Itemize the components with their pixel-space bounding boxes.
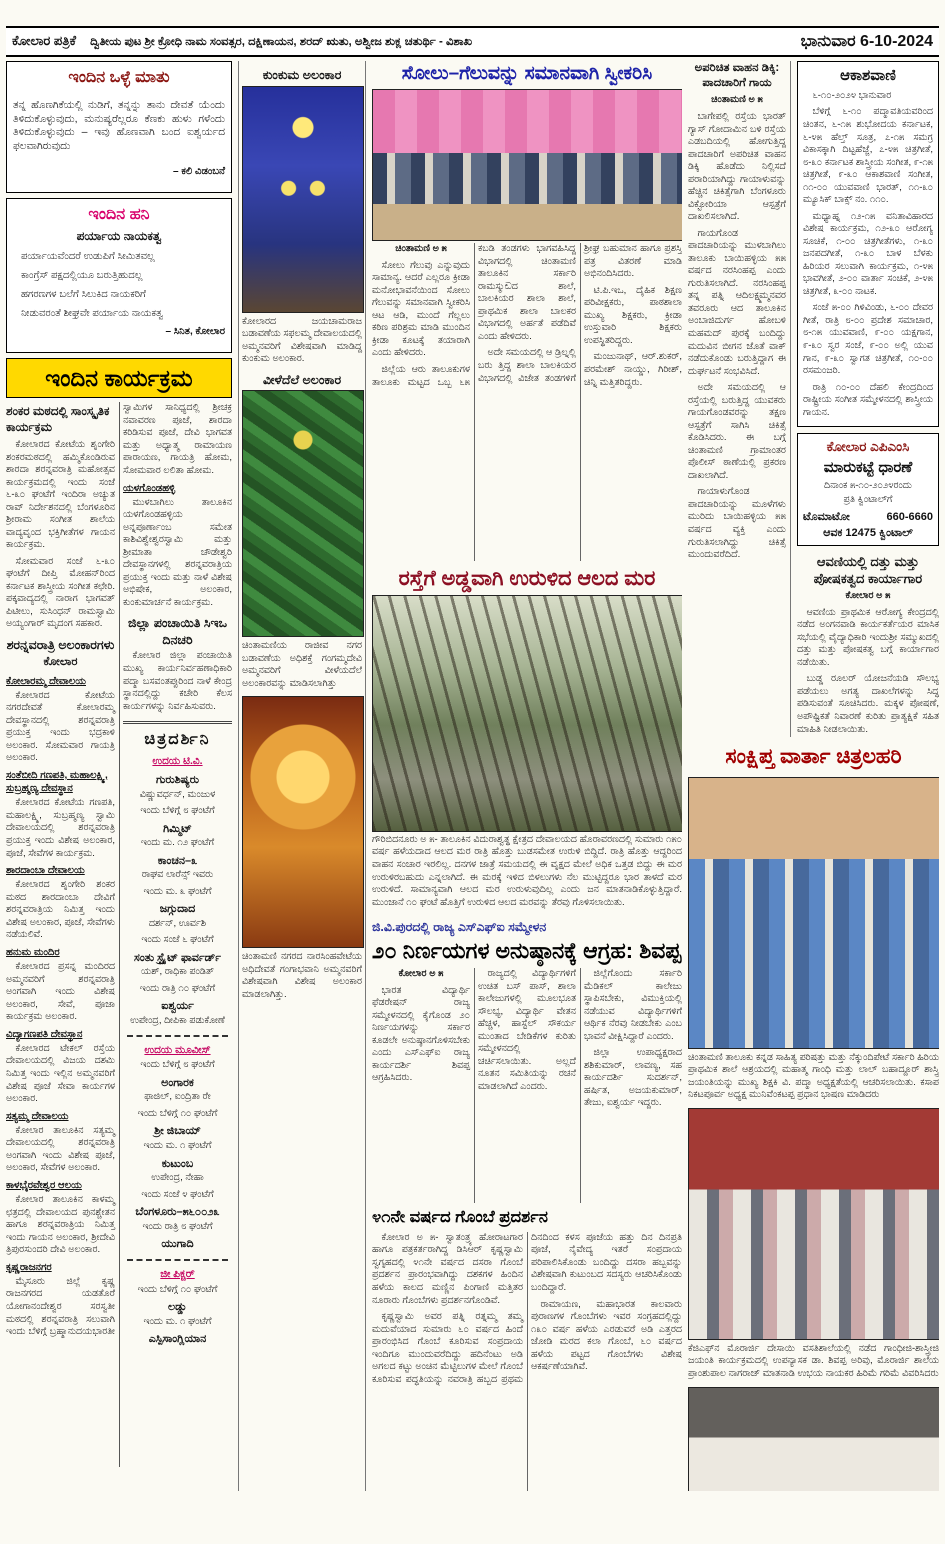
- apmc-arrival: ಆವಕ 12475 ಕ್ವಿಂಟಾಲ್: [823, 527, 913, 540]
- deity-photo-column: [238, 61, 366, 1491]
- today-honey-box: [6, 198, 232, 353]
- sfi-story-text: [372, 968, 682, 1203]
- honey-line: ನೀಡುವರಂತೆ ಶೀಘ್ರವೇ ಪರ್ಯಾಯ ನಾಯಕತ್ವ: [21, 307, 164, 319]
- program-segment: ಚಿತ್ರದರ್ಶಿನಿ: [123, 721, 232, 750]
- apmc-title: ಕೋಲಾರ ಎಪಿಎಂಸಿ: [826, 439, 910, 455]
- paper-name: ಕೋಲಾರ ಪತ್ರಿಕೆ: [12, 33, 77, 49]
- right-column: [688, 61, 939, 1491]
- program-segment: ಇಂದು ಸಂಜೆ ೪ ಘಂಟೆಗೆ: [141, 1188, 214, 1200]
- program-segment: ಹನುಮ ಮಂದಿರ: [6, 946, 60, 958]
- good-word-title: ಇಂದಿನ ಒಳ್ಳೆ ಮಾತು: [68, 69, 170, 87]
- photo-deity-golden: [242, 696, 364, 948]
- briefs-title: ಸಂಕ್ಷಿಪ್ತ ವಾರ್ತಾ ಚಿತ್ರಲಹರಿ: [725, 745, 902, 769]
- program-segment: ಇಂದು ಮ. ೧ ಘಂಟೆಗೆ: [143, 1315, 212, 1327]
- radio-paragraph: ರಾತ್ರಿ ೧೦-೦೦ ದೆಹಲಿ ಕೇಂದ್ರದಿಂದ ರಾಷ್ಟ್ರೀಯ ಸಂಗೀತ ಸಮ್ಮೇಳನದಲ್ಲಿ ಶಾಸ್ತ್ರೀಯ ಗಾಯನ.: [802, 381, 933, 418]
- vahana-paragraph: ಗಾಯಾಳುಗೊಂಡ ಪಾದಚಾರಿಯನ್ನು ಮೂಳೆಗಳು ಮುರಿದು ಬಾಯಿಹಳ್ಳಿಯ ೫೫ ವರ್ಷದ ವ್ಯಕ್ತಿ ಎಂದು ಗುರುತಿಸಲಾಗಿದ್ದು ಚಿಕಿತ್ಸೆ ಮುಂದುವರೆದಿದೆ.: [688, 486, 786, 561]
- program-segment: ಐಶ್ವರ್ಯ: [161, 1000, 194, 1013]
- program-segment: ಕೃಷ್ಣರಾಜನಗರ: [6, 1261, 52, 1273]
- event-paragraph: ಸೋಲು ಗೆಲುವು ಎನ್ನುವುದು ಸಾಮಾನ್ಯ. ಆದರೆ ಎಲ್ಲರೂ ಕ್ರೀಡಾ ಮನೋಭಾವನೆಯಿಂದ ಸೋಲು ಗೆಲುವನ್ನು ಸಮಾನವಾಗಿ ಸ್ವೀಕರಿಸಿ ಆಟ ಆಡಿ, ಮುಂದೆ ಗೆಲ್ಲಲು ಕಠಿಣ ಪರಿಶ್ರಮ ಮಾಡಿ ಮುಂದಿನ ಕ್ರೀಡಾ ಕೂಟಕ್ಕೆ ತಯಾರಾಗಿ ಎಂದು ಹೇಳಿದರು.: [372, 259, 470, 359]
- date-line: ಭಾನುವಾರ 6-10-2024: [800, 33, 933, 50]
- program-segment: ಗಿಮ್ಮಿಟ್: [163, 822, 192, 835]
- program-segment: ಇಂದು ಬೆಳಿಗ್ಗೆ ೧೦ ಘಂಟೆಗೆ: [137, 1283, 218, 1295]
- program-segment: ವಿಷ್ಣುವರ್ಧನ್, ಮಂಜುಳ: [139, 788, 216, 800]
- program-segment: ಕೋಲಾರದ ಕೋಟೆಯ ಶೃಂಗೇರಿ ಶಂಕರಮಠದಲ್ಲಿ ಹಮ್ಮಿಕೊಂಡಿರುವ ಶಾರದಾ ಶರನ್ನವರಾತ್ರಿ ಮಹೋತ್ಸವ ಕಾರ್ಯಕ್ರಮದಲ್ಲಿ ಇಂದು ಸಂಜೆ ೬-೩೦ ಘಂಟೆಗೆ ಇಂದಿರಾ ಅಚ್ಯುತ ರಾವ್ ನಿರ್ದೇಶನದಲ್ಲಿ ಬೆಂಗಳೂರಿನ ಶ್ರೀರಾಮ ಸಂಗೀತ ಶಾಲೆಯ ವಾದ್ಯವೃಂದ ಭಕ್ತಿಗೀತೆಗಳ ಗಾಯನ ಕಾರ್ಯಕ್ರಮ.: [6, 438, 115, 551]
- doll-story-text: [372, 1232, 682, 1491]
- program-segment: [127, 1259, 228, 1261]
- honey-line: ಪರ್ಯಾಯವೆಂದರೆ ಉಡುಪಿಗೆ ಸೀಮಿತವಲ್ಲ: [21, 250, 155, 262]
- masthead-left: [12, 32, 472, 50]
- photo-shastri-event: [688, 1108, 939, 1340]
- program-segment: ಇಂದು ಸಂಜೆ ೬ ಘಂಟೆಗೆ: [141, 934, 214, 946]
- photo-kabaddi-event: [372, 89, 682, 241]
- event-paragraph: ಅದೇ ಸಮಯದಲ್ಲಿ ಆ ಡ್ರಿಲ್ನಲ್ಲಿ ಬರು ತ್ತಿದ್ದ ಶಾಲಾ ಬಾಲಕಿಯರ ವಿಭಾಗದಲ್ಲಿ ವಿಜೇತ ತಂಡಗಳಿಗೆ ಶ್ರೀಘ್ರ ಬಹುಮಾನ ಹಾಗೂ ಪ್ರಶಸ್ತಿ ಪತ್ರ ವಿತರಣೆ ಮಾಡಿ ಅಭಿನಂದಿಸಿದರು.: [478, 243, 682, 384]
- sfi-paragraph: ಜಿಲ್ಲಾ ಉಪಾಧ್ಯಕ್ಷರಾದ ಶಶಿಕುಮಾರ್, ಲಾವಣ್ಯ, ಸಹ ಕಾರ್ಯದರ್ಶಿ ಸುದರ್ಶನ್, ಹರ್ಷಿತ, ಅಜಯಕುಮಾರ್, ತೇಜು, ಐಶ್ವರ್ಯ ಇದ್ದರು.: [584, 1047, 682, 1109]
- radio-paragraph: ೬-೧೦-೨೦೨೪ ಭಾನುವಾರ: [812, 89, 892, 101]
- program-segment: ಕೋಲಾರದ ಪ್ರಸನ್ನ ಮಂದಿರದ ಅಮ್ಮನವರಿಗೆ ಶರನ್ನವರಾತ್ರಿ ಅಂಗವಾಗಿ ಇಂದು ವಿಶೇಷ ಅಲಂಕಾರ, ಸೇವೆ, ಪೂಜಾ ಕಾರ್ಯಕ್ರಮ ಅಲಂಕಾರ.: [6, 961, 115, 1023]
- vahana-paragraph: ಗಾಯಗೊಂಡ ಪಾದಚಾರಿಯನ್ನು ಮುಳಬಾಗಿಲು ತಾಲೂಕು ಬಾಯಿಹಳ್ಳಿಯ ೫೫ ವರ್ಷದ ನರಸಿಂಹಪ್ಪ ಎಂದು ಗುರುತಿಸಲಾಗಿದೆ. ನರಸಿಂಹಪ್ಪ ತನ್ನ ಪತ್ನಿ ಆದಿಲಕ್ಷ್ಮಮ್ಮನವರ ತವರೂರು ಆದ ತಾಲೂಕಿನ ಅಂಬಾಜಿದುರ್ಗ ಹೋಬಳಿ ಮಹಮದ್ ಪುರಕ್ಕೆ ಬಂದಿದ್ದು ಮದುವಿನ ಬೀಗನ ಜೊತೆ ವಾಕ್ ನಡೆದುಕೊಂಡು ಬರುತ್ತಿದ್ದಾಗ ಈ ದುರ್ಘಟನೆ ಸಂಭವಿಸಿದೆ.: [688, 227, 786, 377]
- photo-music-stage: [688, 1387, 939, 1492]
- program-segment: ಉದಯ ಮೂವೀಸ್: [144, 1043, 211, 1056]
- program-segment: ಜಿಲ್ಲಾ ಪಂಚಾಯಿತಿ ಸಿಇಒ ದಿನಚರಿ: [127, 616, 228, 647]
- brief-item: ಚಿಂತಾಮಣಿ ತಾಲೂಕು ಕನ್ನಡ ಸಾಹಿತ್ಯ ಪರಿಷತ್ತು ಮತ್ತು ನೆಕ್ಕುಂದಿಪೇಟೆ ಸರ್ಕಾರಿ ಹಿರಿಯ ಪ್ರಾಥಮಿಕ ಶಾಲೆ ಆಶ್ರಯದಲ್ಲಿ ಮಹಾತ್ಮ ಗಾಂಧಿ ಮತ್ತು ಲಾಲ್ ಬಹಾದ್ದೂರ್ ಶಾಸ್ತ್ರಿ ಜಯಂತಿಯನ್ನು ಮುಖ್ಯ ಶಿಕ್ಷಕಿ ವಿ. ಪದ್ಮಾ ಅಧ್ಯಕ್ಷತೆಯಲ್ಲಿ ಆಚರಿಸಲಾಯಿತು. ಕಸಾಪ ನಿಕಟಪೂರ್ವ ಅಧ್ಯಕ್ಷ ಮುನಿವೆಂಕಟಪ್ಪ ಪ್ರಧಾನ ಭಾಷಣ ಮಾಡಿದರು: [688, 1051, 939, 1101]
- vahana-headline: ಅಪರಿಚಿತ ವಾಹನ ಡಿಕ್ಕಿ: ಪಾದಚಾರಿಗೆ ಗಾಯ: [694, 62, 780, 90]
- program-segment: ಸಂತೆಬೀದಿ ಗಣಪತಿ, ಮಹಾಲಕ್ಷ್ಮಿ, ಸುಬ್ರಹ್ಮಣ್ಯ ದೇವಸ್ಥಾನ: [6, 770, 108, 795]
- good-word-box: [6, 61, 232, 193]
- program-segment: ಕೋಲಾರ ತಾಲೂಕಿನ ಸತ್ಯಮ್ಮ ದೇವಾಲಯದಲ್ಲಿ ಶರನ್ನವರಾತ್ರಿ ಅಂಗವಾಗಿ ಇಂದು ವಿಶೇಷ ಪೂಜೆ, ಅಲಂಕಾರ, ಸೇವೆಗಳ ಅಲಂಕಾರ.: [6, 1124, 115, 1174]
- vahana-story-text: [688, 94, 786, 561]
- program-segment: ಇಂದು ಮ. ೩ ಘಂಟೆಗೆ: [143, 885, 212, 897]
- radio-schedule-text: [803, 90, 933, 419]
- newspaper-page: [4, 26, 941, 1532]
- program-segment: ಕಾಳಭೈರವೇಶ್ವರ ಆಲಯ: [6, 1179, 82, 1191]
- workshop-paragraph: ಬುಡ್ಡ ರೂಲರ್ ಯೋಜನೆಯಡಿ ಸೌಲಭ್ಯ ಪಡೆಯಲು ಅಗತ್ಯ ದಾಖಲೆಗಳನ್ನು ಸಿದ್ಧ ಪಡಿಸುವಂತೆ ಸೂಚಿಸಿದರು. ಮಕ್ಕಳ ಪೋಷಣೆ, ಅಪೌಷ್ಟಿಕತೆ ನಿವಾರಣೆ ಕುರಿತು ಪ್ರಾತ್ಯಕ್ಷಿಕೆ ಸಹಿತ ಮಾಹಿತಿ ನೀಡಲಾಯಿತು.: [796, 673, 939, 735]
- good-word-body: ತನ್ನ ಹೊಣಗಿಕೆಯಲ್ಲಿ ನುಡಿಗೆ, ತನ್ನನ್ನು ತಾನು ದೇವತೆ ಯೆಂದು ತಿಳಿದುಕೊಳ್ಳುವುದು, ಮನುಷ್ಯರೆಲ್ಲರೂ ಕೆಣಕು ಹುಳು ಗಳೆಂದು ತಿಳಿದುಕೊಳ್ಳುವುದು – ಇವು ಹೊಣವಾಗಿ ಬಂದ ಐಶ್ವರ್ಯದ ಫಲವಾಗಿರುವುದು: [13, 98, 225, 153]
- program-segment: ಮೈಸೂರು ಜಿಲ್ಲೆ ಕೃಷ್ಣ ರಾಜನಗರದ ಯಡತೊರೆ ಯೋಗಾನಂದೇಶ್ವರ ಸರಸ್ವತೀ ಮಠದಲ್ಲಿ ಶರನ್ನವರಾತ್ರಿ ಸಲುವಾಗಿ ಇಂದು ಬೆಳಿಗ್ಗೆ ಬ್ರಹ್ಮಾನುದಯಭಾರತೀ ಸ್ವಾಮಿಗಳ ಸಾನಿಧ್ಯದಲ್ಲಿ ಶ್ರೀಚಕ್ರ ನವಾವರಣ ಪೂಜೆ, ಶಾರದಾ ಕರಿಡಿಸುವ ಪೂಜೆ, ದೇವಿ ಭಾಗವತ ಮತ್ತು ಅಧ್ಯಾತ್ಮ ರಾಮಾಯಣ ಪಾರಾಯಣ, ಗಾಯತ್ರಿ ಹೋಮ, ಸೋಮವಾರ ಲಲಿತಾ ಹೋಮ.: [6, 402, 232, 1338]
- event-paragraph: ಟಿ.ಪಿ.ಇಒ, ದೈಹಿಕ ಶಿಕ್ಷಣ ಪರಿವೀಕ್ಷಕರು, ಪಾಠಶಾಲಾ ಮುಖ್ಯ ಶಿಕ್ಷಕರು, ಕ್ರೀಡಾ ಉಸ್ತುವಾರಿ ಶಿಕ್ಷಕರು ಉಪಸ್ಥಿತರಿದ್ದರು.: [584, 284, 682, 346]
- program-segment: ಗುರುಶಿಷ್ಯರು: [155, 774, 200, 787]
- photo-column-segment: ವೀಳೆದೆಲೆ ಅಲಂಕಾರ: [262, 372, 342, 387]
- vahana-paragraph: ಬಾಗೇಪಲ್ಲಿ ರಸ್ತೆಯ ಭಾರತ್ ಗ್ಯಾಸ್ ಗೋದಾಮಿನ ಬಳಿ ರಸ್ತೆಯ ಎಡಬದಿಯಲ್ಲಿ ಹೋಗುತ್ತಿದ್ದ ಪಾದಚಾರಿಗೆ ಅಪರಿಚಿತ ವಾಹನ ಡಿಕ್ಕಿ ಹೊಡೆದು ನಿಲ್ಲಿಸದೆ ಪರಾರಿಯಾಗಿದ್ದು ಗಾಯಾಳುವನ್ನು ಹೆಚ್ಚಿನ ಚಿಕಿತ್ಸೆಗಾಗಿ ಬೆಂಗಳೂರು ವಿಕ್ಟೋರಿಯಾ ಆಸ್ಪತ್ರೆಗೆ ದಾಖಲಿಸಲಾಗಿದೆ.: [688, 110, 786, 223]
- program-segment: ದರ್ಶನ್, ಊರ್ವಶಿ: [148, 917, 207, 929]
- program-segment: ಎಸ್ಪಿಸಾಂಗ್ಲಿಯಾನ: [148, 1333, 207, 1346]
- photo-column-segment: ಕೋಲಾರದ ಜಯಚಾಮರಾಜ ಬಡಾವಣೆಯ ಸಫಲಮ್ಮ ದೇವಾಲಯದಲ್ಲಿ ಅಮ್ಮನವರಿಗೆ ವಿಶೇಷವಾಗಿ ಮಾಡಿದ್ದ ಕುಂಕುಮ ಅಲಂಕಾರ.: [242, 315, 362, 365]
- event-paragraph: ಜಿಲ್ಲೆಯ ಆರು ತಾಲೂಕುಗಳ ತಾಲೂಕು ಮಟ್ಟದ ಒಬ್ಬ ೬೫ ಕಬಡಿ ತಂಡಗಳು ಭಾಗವಹಿಸಿದ್ದ ವಿಭಾಗದಲ್ಲಿ ಚಿಂತಾಮಣಿ ತಾಲೂಕಿನ ಸರ್ಕಾರಿ ರಾಮಸ್ಮುඩದ ಶಾಲೆ, ಬಾಲಕಿಯರ ಶಾಲಾ ಶಾಲೆ, ಪ್ರಾಥಮಿಕ ಶಾಲಾ ಬಾಲಕರ ವಿಭಾಗದಲ್ಲಿ ಅರ್ಹತೆ ಪಡೆದಿವೆ ಎಂದು ಹೇಳಿದರು.: [372, 243, 576, 388]
- program-segment: ಇಂದು ಮ. ೧೨ ಘಂಟೆಗೆ: [140, 837, 215, 849]
- program-segment: ಸೋಮವಾರ ಸಂಜೆ ೬-೩೦ ಘಂಟೆಗೆ ದೀಪ್ತಿ ಮೋಹನ್‌ರಿಂದ ಕರ್ನಾಟಕ ಶಾಸ್ತ್ರೀಯ ಸಂಗೀತ ಕಛೇರಿ. ಪಕ್ಕವಾದ್ಯದಲ್ಲಿ ನಾರಾಗ ಭಾಗವತ್ ಪಿಟೀಲು, ಸುಸಿಂಧನ್ ರಾಮಸ್ವಾಮಿ ಅಯ್ಯಂಗಾರ್ ಮೃದಂಗ ಸಹಕಾರ.: [6, 555, 115, 630]
- program-segment: ಮುಳಬಾಗಿಲು ತಾಲೂಕಿನ ಯಳಗೊಂಡಹಳ್ಳಿಯ ಅನ್ನಪೂರ್ಣಾಂಬ ಸಮೇತ ಕಾಶಿವಿಶ್ವೇಶ್ವರಸ್ವಾಮಿ ಮತ್ತು ಶ್ರೀಮಾತಾ ಚೌಡೇಶ್ವರಿ ದೇವಸ್ಥಾನಗಳಲ್ಲಿ ಶರನ್ನವರಾತ್ರಿಯ ಪ್ರಯುಕ್ತ ಇಂದು ಮತ್ತು ನಾಳೆ ವಿಶೇಷ ಅಭಿಷೇಕ, ಅಲಂಕಾರ, ಕುಂಕುಮಾರ್ಚನೆ ಕಾರ್ಯಕ್ರಮ.: [123, 496, 232, 608]
- program-segment: ಉಪೇಂದ್ರ, ನೇಹಾ: [151, 1172, 204, 1184]
- program-segment: ಕೋಲಾರದ ಟೇಕಲ್ ರಸ್ತೆಯ ದೇವಾಲಯದಲ್ಲಿ ವಿಜಯ ದಶಮಿ ನಿಮಿತ್ತ ಇಂದು ಇಲ್ಲಿನ ಅಮ್ಮನವರಿಗೆ ವಿಶೇಷ ಪೂಜೆ ಸೇವಾ ಕಾರ್ಯಗಳ ಅಲಂಕಾರ.: [6, 1042, 115, 1105]
- program-segment: ಇಂದು ರಾತ್ರಿ ೧೦ ಘಂಟೆಗೆ: [139, 982, 216, 994]
- program-segment: ಯುಗಾದಿ: [161, 1238, 194, 1251]
- program-segment: ಕೋಲಾರ: [43, 656, 78, 669]
- apmc-unit: ಪ್ರತಿ ಕ್ವಿಂಟಾಲ್‌ಗೆ: [843, 494, 893, 506]
- program-segment: ಇಂದು ಬೆಳಿಗ್ಗೆ ೮ ಘಂಟೆಗೆ: [140, 1059, 215, 1071]
- honey-title: ಇಂದಿನ ಹನಿ: [88, 205, 150, 223]
- program-segment: ಯಳಗೊಂಡಹಳ್ಳಿ: [123, 482, 176, 494]
- sfi-headline: ೨೦ ನಿರ್ಣಯಗಳ ಅನುಷ್ಠಾನಕ್ಕೆ ಆಗ್ರಹ: ಶಿವಪ್ಪ: [372, 938, 682, 964]
- program-segment: ಕೋಲಾರದ ಕೋಟೆಯ ಗಣಪತಿ, ಮಹಾಲಕ್ಷ್ಮಿ, ಸುಬ್ರಹ್ಮಣ್ಯ ಸ್ವಾಮಿ ದೇವಾಲಯದಲ್ಲಿ ಶರನ್ನವರಾತ್ರಿ ಪ್ರಯುಕ್ತ ಇಂದು ವಿಶೇಷ ಅಲಂಕಾರ, ಪೂಜೆ, ಸೇವೆಗಳ ಕಾರ್ಯಕ್ರಮ.: [6, 797, 115, 859]
- program-segment: ಕೋಲಾರಮ್ಮ ದೇವಾಲಯ: [6, 675, 86, 687]
- radio-paragraph: ಸಂಜೆ ೫-೦೦ ಗಿಳಿವಿಂಡು, ೬-೦೦ ದೇವರ ಗೀತೆ, ರಾತ್ರಿ ೮-೦೦ ಪ್ರದೇಶ ಸಮಾಚಾರ, ೮-೧೫ ಯುವವಾಣಿ, ೯-೦೦ ಯಕ್ಷಗಾನ, ೯-೩೦ ಸ್ವರ ಸಂಜೆ, ೯-೦೦ ಅಲ್ಲಿ ಯುವ ಗಾನ, ೯-೩೦ ಸ್ವಾಗತ ಚಿತ್ರಗೀತೆ, ೧೦-೦೦ ರಸಮಂಜರಿ.: [802, 302, 933, 377]
- event-headline: ಸೋಲು–ಗೆಲುವನ್ನು ಸಮಾನವಾಗಿ ಸ್ವೀಕರಿಸಿ: [401, 63, 653, 85]
- brief-item: ಕೆಜಿಎಫ್‌ನ ಮೊರಾರ್ಜಿ ದೇಸಾಯಿ ವಸತಿಶಾಲೆಯಲ್ಲಿ ನಡೆದ ಗಾಂಧೀಜಿ-ಶಾಸ್ತ್ರೀಜಿ ಜಯಂತಿ ಕಾರ್ಯಕ್ರಮದಲ್ಲಿ ಉಪನ್ಯಾಸಕ ಡಾ. ಶಿವಪ್ಪ ಅರಿವು, ಮೊರಾರ್ಜಿ ಶಾಲೆಯ ಪ್ರಾಂಶುಪಾಲ ನಾಗರಾಜ್ ಮಾತನಾಡಿ ಉಭಯ ನಾಯಕರ ಹಿರಿಮೆ ಗರಿಮೆ ವಿವರಿಸಿದರು: [688, 1342, 939, 1380]
- masthead: [6, 26, 939, 57]
- workshop-story-text: [797, 590, 939, 737]
- apmc-commodity: ಟೊಮಾಟೋ: [802, 510, 850, 523]
- sfi-kicker: ಜಿ.ವಿ.ಪುರದಲ್ಲಿ ರಾಜ್ಯ ಎಸ್‌ಎಫ್‌ಐ ಸಮ್ಮೇಳನ: [372, 919, 547, 934]
- program-segment: ಶರನ್ನವರಾತ್ರಿ ಅಲಂಕಾರಗಳು: [6, 637, 115, 652]
- doll-paragraph: ಕೃಷ್ಣಸ್ವಾಮಿ ಅವರ ಪತ್ನಿ ರತ್ನಮ್ಮ ತಮ್ಮ ಮದುವೆಯಾದ ಸುಮಾರು ೬೦ ವರ್ಷದ ಹಿಂದೆ ಪ್ರಾರಂಭಿಸಿದ ಗೊಂಬೆ ಕೂರಿಸುವ ಸಂಪ್ರದಾಯ ಇಂದಿಗೂ ಮುಂದುವರೆದಿದ್ದು ಹದಿನೆಂಟು ಅಡಿ ಅಗಲದ ಕಟ್ಟು ಅಂಚಿನ ಮೆಟ್ಟಿಲುಗಳ ಮೇಲೆ ಗೊಂಬೆ ಕೂರಿಸುವ ಪದ್ಧತಿಯನ್ನು ನವರಾತ್ರಿ ಹಬ್ಬದ ಪ್ರಥಮ ದಿನದಿಂದ ಕಳಸ ಪೂಜೆಯ ಹತ್ತು ದಿನ ದಿನಪ್ರತಿ ಪೂಜೆ, ನೈವೇದ್ಯ ಇತರೆ ಸಂಪ್ರದಾಯ ಪರಿಪಾಲಿಸಿಕೊಂಡು ಬಂದಿದ್ದು ದಸರಾ ಹಬ್ಬವನ್ನು ವಿಶೇಷವಾಗಿ ಕುಟುಂಬದ ಸದಸ್ಯರು ಆಚರಿಸಿಕೊಂಡು ಬಂದಿದ್ದಾರೆ.: [372, 1231, 682, 1385]
- program-segment: ಇಂದು ಬೆಳಿಗ್ಗೆ ೧೦ ಘಂಟೆಗೆ: [137, 1107, 218, 1119]
- left-column: [6, 61, 232, 1491]
- program-segment: ಇಂದು ರಾತ್ರಿ ೮ ಘಂಟೆಗೆ: [142, 1220, 213, 1232]
- apmc-subtitle: ಮಾರುಕಟ್ಟೆ ಧಾರಣೆ: [823, 459, 913, 476]
- radio-schedule-box: [797, 61, 939, 427]
- workshop-paragraph: ಆವಣಿಯ ಪ್ರಾಥಮಿಕ ಆರೋಗ್ಯ ಕೇಂದ್ರದಲ್ಲಿ ನಡೆದ ಅಂಗನವಾಡಿ ಕಾರ್ಯಕರ್ತೆಯರ ಮಾಸಿಕ ಸಭೆಯಲ್ಲಿ ವೈದ್ಯಾಧಿಕಾರಿ ಇಂದುಶ್ರೀ ಸಮ್ಮುಖದಲ್ಲಿ ದತ್ತು ಮತ್ತು ಪೋಷಕತ್ವ ಬಗ್ಗೆ ಕಾರ್ಯಾಗಾರ ನಡೆಯಿತು.: [796, 606, 939, 668]
- apmc-date: ದಿನಾಂಕ ೫-೧೦-೨೦೨೪ರಂದು: [824, 479, 912, 491]
- program-segment: ಕೋಲಾರ ತಾಲೂಕಿನ ಕಾಳಮ್ಮ ಛತ್ರದಲ್ಲಿ ದೇವಾಲಯದ ಪುನಶ್ಚೇತನ ಹಾಗೂ ಶರನ್ನವರಾತ್ರಿಯ ನಿಮಿತ್ತ ಇಂದು ಗಾಯನ ಅಲಂಕಾರ, ಶ್ರೀದೇವಿ ತ್ರಿಪುರಸುಂದರಿ ದೇವಿ ಅಲಂಕಾರ.: [6, 1194, 115, 1256]
- program-segment: ಸಂತು ಸ್ಟ್ರೈಟ್ ಫಾರ್ವರ್ಡ್: [134, 951, 221, 964]
- photo-deity-betel: [242, 390, 364, 637]
- apmc-tomato-row: [803, 510, 933, 525]
- doll-paragraph: ಕೋಲಾರ ಅ ೫- ಸ್ವಾತಂತ್ರ್ಯ ಹೋರಾಟಗಾರ ಹಾಗೂ ಪತ್ರಕರ್ತರಾಗಿದ್ದ ಡಿಸಿಆರ್ ಕೃಷ್ಣಸ್ವಾಮಿ ಸ್ವಗೃಹದಲ್ಲಿ ೪೧ನೇ ವರ್ಷದ ದಸರಾ ಗೊಂಬೆ ಪ್ರದರ್ಶನ ಪ್ರಾರಂಭವಾಗಿದ್ದು ದಶಕಗಳ ಹಿಂದಿನ ಹಳೆಯ ಕಾಲದ ಮಣ್ಣಿನ ಪಿಂಗಾಣಿ ಮತ್ತಿತರ ನೂರಾರು ಗೊಂಬೆಗಳು ಪ್ರದರ್ಶನಗೊಂಡಿವೆ.: [372, 1231, 523, 1306]
- vahana-paragraph: ಅದೇ ಸಮಯದಲ್ಲಿ ಆ ರಸ್ತೆಯಲ್ಲಿ ಬರುತ್ತಿದ್ದ ಯುವಕರು ಗಾಯಗೊಂಡವರನ್ನು ತಕ್ಷಣ ಆಸ್ಪತ್ರೆಗೆ ಸಾಗಿಸಿ ಚಿಕಿತ್ಸೆ ಕೊಡಿಸಿದರು. ಈ ಬಗ್ಗೆ ಚಿಂತಾಮಣಿ ಗ್ರಾಮಾಂತರ ಪೊಲೀಸ್ ಠಾಣೆಯಲ್ಲಿ ಪ್ರಕರಣ ದಾಖಲಾಗಿದೆ.: [688, 382, 786, 481]
- program-segment: ಜಗ್ಗುದಾದ: [159, 903, 196, 916]
- sfi-paragraph: ರಾಜ್ಯದಲ್ಲಿ ವಿದ್ಯಾರ್ಥಿಗಳಿಗೆ ಉಚಿತ ಬಸ್ ಪಾಸ್, ಶಾಲಾ ಕಾಲೇಜುಗಳಲ್ಲಿ ಮೂಲಭೂತ ಸೌಲಭ್ಯ, ವಿದ್ಯಾರ್ಥಿ ವೇತನ ಹೆಚ್ಚಳ, ಹಾಸ್ಟೆಲ್ ಸೌಕರ್ಯ ಮುಂತಾದ ಬೇಡಿಕೆಗಳ ಕುರಿತು ಸಮ್ಮೇಳನದಲ್ಲಿ ಚರ್ಚಿಸಲಾಯಿತು. ಅಲ್ಲದೆ ನೂತನ ಸಮಿತಿಯನ್ನು ರಚನೆ ಮಾಡಲಾಗಿದೆ ಎಂದರು.: [478, 968, 576, 1092]
- honey-line: ಹಗರಣಗಳ ಬಲೆಗೆ ಸಿಲುಕಿದ ನಾಯಕರಿಗೆ: [21, 288, 146, 300]
- doll-headline: ೪೧ನೇ ವರ್ಷದ ಗೊಂಬೆ ಪ್ರದರ್ಶನ: [372, 1208, 548, 1227]
- vahana-story-column: [688, 61, 791, 737]
- workshop-headline: ಆವಣಿಯಲ್ಲಿ ದತ್ತು ಮತ್ತು ಪೋಷಕತ್ವದ ಕಾರ್ಯಾಗಾರ: [813, 553, 923, 587]
- event-paragraph: ಮಂಜುನಾಥ್, ಆರ್.ಶುಕರ್, ಪರಮೇಶ್ ನಾಯ್ಡು, ಗಿರೀಶ್, ಚಿನ್ನಿ ಮತ್ತಿತರಿದ್ದರು.: [584, 351, 682, 388]
- photo-school-group: [688, 777, 939, 1049]
- sfi-paragraph: ಕೋಲಾರ ಅ ೫: [398, 968, 444, 980]
- tree-headline: ರಸ್ತೆಗೆ ಅಡ್ಡವಾಗಿ ಉರುಳಿದ ಆಲದ ಮರ: [398, 567, 656, 591]
- apmc-price: 660-6660: [886, 510, 933, 523]
- panchanga-line: ದ್ವಿತೀಯ ಪುಟ ಶ್ರೀ ಕ್ರೋಧಿ ನಾಮ ಸಂವತ್ಸರ, ದಕ್ಷಿಣಾಯನ, ಶರದ್ ಋತು, ಅಶ್ವೀಜ ಶುಕ್ಲ ಚತುರ್ಥಿ - ವಿಶಾಖ: [90, 36, 473, 49]
- program-segment: ಶಾರದಾಂಬಾ ದೇವಾಲಯ: [6, 865, 85, 877]
- vahana-paragraph: ಚಿಂತಾಮಣಿ ಅ ೫: [711, 94, 763, 106]
- workshop-paragraph: ಕೋಲಾರ ಅ ೫: [845, 590, 891, 602]
- program-segment: ಜೀ ಪಿಕ್ಚರ್: [160, 1267, 195, 1280]
- sfi-paragraph: ಜಿಲ್ಲೆಗೊಂದು ಸರ್ಕಾರಿ ಮೆಡಿಕಲ್ ಕಾಲೇಜು ಸ್ಥಾಪಿಸಬೇಕು, ವಿಮುಕ್ತಿಯಲ್ಲಿ ನಡೆಯುವ ವಿದ್ಯಾರ್ಥಿಗಳಿಗೆ ಆರ್ಥಿಕ ನೆರವು ನೀಡಬೇಕು ಎಂಬ ಭಾವನೆ ವೀಕ್ಷಿಸಿದ್ದಾರೆ ಎಂದರು.: [584, 968, 682, 1042]
- photo-column-segment: ಚಿಂತಾಮಣಿಯ ರಾಜೀವ ನಗರ ಬಡಾವಣೆಯ ಅಧಿಶಕ್ತೆ ಗಂಗಮ್ಮದೇವಿ ಅಮ್ಮನವರಿಗೆ ವೀಳೆಯದೆಲೆ ಅಲಂಕಾರವನ್ನು ಮಾಡಿಸಲಾಗಿತ್ತು: [242, 640, 362, 689]
- photo-column-segment: ಕುಂಕುಮ ಅಲಂಕಾರ: [262, 68, 342, 83]
- briefs-photo-list: [688, 775, 939, 1491]
- tree-story-body: ಗೌರಿಬಿದನೂರು ಅ ೫- ತಾಲೂಕಿನ ವಿದುರಾಶ್ವತ್ಥ ಕ್ಷೇತ್ರದ ದೇವಾಲಯದ ಹೊರಾವರಣದಲ್ಲಿ ಸುಮಾರು ೧೫೦ ವರ್ಷ ಹಳೆಯದಾದ ಆಲದ ಮರ ರಾತ್ರಿ ಹೊತ್ತು ಬುಡಸಮೇತ ಉರುಳಿ ಬಿದ್ದಿದೆ. ರಾತ್ರಿ ಹೊತ್ತು ಆದ್ದರಿಂದ ವಾಹನ ಸಂಚಾರ ಇರಲಿಲ್ಲ. ದನಗಳ ಜಾತ್ರೆ ಸಮಯದಲ್ಲಿ ಈ ವೃಕ್ಷದ ಮೇಲೆ ಅಧಿಕ ಒತ್ತಡ ಬಿದ್ದು ಈ ಮರ ಉರುಳಿರಬಹುದು ಎನ್ನಲಾಗಿದೆ. ಈ ಮರಕ್ಕೆ ಇಳಿದ ಬಿಳಲುಗಳು ನೆಲ ಮುಟ್ಟಿದ್ದರೂ ಭಾರ ತಾಳದೆ ಮರ ಉರುಳಿದೆ. ಸಾಮಾನ್ಯವಾಗಿ ಆಲದ ಮರ ಉರುಳುವುದಿಲ್ಲ ಎಂದು ಜನ ಮಾತನಾಡಿಕೊಳ್ಳುತ್ತಿದ್ದಾರೆ. ಮುಂಜಾನೆ ೧೦ ಘಂಟೆ ಹೊತ್ತಿಗೆ ಉರುಳಿದ ಆಲದ ಮರವನ್ನು ತೆರವು ಗೊಳಿಸಲಾಯಿತು.: [372, 833, 682, 908]
- program-segment: ಸತ್ಯಮ್ಮ ದೇವಾಲಯ: [6, 1110, 69, 1122]
- program-segment: ಯಶ್, ರಾಧಿಕಾ ಪಂಡಿತ್: [141, 966, 214, 978]
- program-segment: ಕೋಲಾರದ ಶೃಂಗೇರಿ ಶಂಕರ ಮಠದ ಶಾರದಾಂಬಾ ದೇವಿಗೆ ಶರನ್ನವರಾತ್ರಿಯ ನಿಮಿತ್ತ ಇಂದು ವಿಶೇಷ ಅಲಂಕಾರ, ಪೂಜೆ, ಸೇವೆಗಳು ನಡೆಯಲಿವೆ.: [6, 879, 115, 941]
- program-segment: ಉಪೇಂದ್ರ, ದೀಪಿಕಾ ಪಡುಕೋಣೆ: [130, 1014, 225, 1026]
- program-segment: ಶಂಕರ ಮಠದಲ್ಲಿ ಸಾಂಸ್ಕೃತಿಕ ಕಾರ್ಯಕ್ರಮ: [6, 404, 110, 435]
- center-column: [372, 61, 682, 1491]
- program-segment: ಫಾಜಿಲ್, ಐಂದ್ರಿತಾ ರೇ: [144, 1091, 211, 1103]
- apmc-rates-box: [797, 433, 939, 546]
- programs-columns: [6, 402, 232, 1467]
- sfi-paragraph: ಭಾರತ ವಿದ್ಯಾರ್ಥಿ ಫೆಡರೇಷನ್ ರಾಜ್ಯ ಸಮ್ಮೇಳನದಲ್ಲಿ ಕೈಗೊಂಡ ೨೦ ನಿರ್ಣಯಗಳನ್ನು ಸರ್ಕಾರ ಕೂಡಲೇ ಅನುಷ್ಠಾನಗೊಳಿಸಬೇಕು ಎಂದು ಎಸ್‌ಎಫ್‌ಐ ರಾಜ್ಯ ಕಾರ್ಯದರ್ಶಿ ಶಿವಪ್ಪ ಆಗ್ರಹಿಸಿದರು.: [372, 984, 470, 1084]
- program-segment: ಶ್ರೀ ಜಿಬಾಯ್: [154, 1125, 201, 1138]
- honey-subtitle: ಪರ್ಯಾಯ ನಾಯಕತ್ವ: [76, 228, 162, 243]
- program-segment: ವಿದ್ಯಾಗಣಪತಿ ದೇವಸ್ಥಾನ: [6, 1028, 83, 1040]
- program-segment: ಉದಯ ಟಿ.ವಿ.: [152, 755, 203, 768]
- photo-deity-kumkuma: [242, 86, 364, 313]
- program-segment: ಬೆಂಗಳೂರು–೫೬೦೦೨೩: [135, 1206, 220, 1219]
- event-paragraph: ಚಿಂತಾಮಣಿ ಅ ೫: [395, 243, 447, 255]
- photo-fallen-tree: [372, 595, 682, 832]
- radio-paragraph: ಮಧ್ಯಾಹ್ನ ೧೨-೧೫ ವನಿತಾವಿಹಾರದ ವಿಶೇಷ ಕಾರ್ಯಕ್ರಮ, ೧೨-೩೦ ಆರೋಗ್ಯ ಸೂಚಿಕೆ, ೧-೦೦ ಚಿತ್ರಗೀತೆಗಳು, ೧-೩೦ ಜನಪದಗೀತೆ, ೧-೩೦ ಬಾಳ ಬೆಳಕು ಹಿರಿಯರ ಸಲುವಾಗಿ ಕಾರ್ಯಕ್ರಮ, ೧-೪೫ ಭಾವಗೀತೆ, ೨-೦೦ ವಾರ್ತಾ ಸಂಚಿಕೆ, ೨-೪೫ ಚಿತ್ರಗೀತೆ, ೩-೦೦ ನಾಟಕ.: [802, 210, 933, 297]
- program-segment: ರಾಘವ ಲಾರೆನ್ಸ್ ಇವರು: [141, 869, 214, 881]
- program-segment: ಇಂದು ಬೆಳಿಗ್ಗೆ ೮ ಘಂಟೆಗೆ: [140, 805, 215, 817]
- right-top-row: [688, 61, 939, 737]
- honey-attribution: – ಸಿನಿತ, ಕೋಲಾರ: [165, 325, 225, 337]
- good-word-attribution: – ಕಲಿ ವಿಡಂಬನೆ: [173, 165, 225, 177]
- radio-apmc-column: [797, 61, 939, 737]
- program-segment: ಕೋಲಾರದ ಕೋಟೆಯ ನಗರದೇವತೆ ಕೋಲಾರಮ್ಮ ದೇವಸ್ಥಾನದಲ್ಲಿ ಶರನ್ನವರಾತ್ರಿ ಪ್ರಯುಕ್ತ ಇಂದು ಭದ್ರಕಾಳಿ ಅಲಂಕಾರ. ಸೋಮವಾರ ಗಾಯತ್ರಿ ಅಲಂಕಾರ.: [6, 689, 115, 764]
- page-body: [6, 61, 939, 1491]
- program-segment: ಕೋಲಾರ ಜಿಲ್ಲಾ ಪಂಚಾಯಿತಿ ಮುಖ್ಯ ಕಾರ್ಯನಿರ್ವಹಣಾಧಿಕಾರಿ ಪದ್ಮಾ ಬಸವಂತಪ್ಪುರಿಂದ ನಾಳೆ ಕೇಂದ್ರ ಸ್ಥಾನದಲ್ಲಿದ್ದು ಕಚೇರಿ ಕೆಲಸ ಕಾರ್ಯಗಳನ್ನು ನಿರ್ವಹಿಸುವರು.: [123, 650, 232, 712]
- doll-paragraph: ರಾಮಾಯಣ, ಮಹಾಭಾರತ ಕಾಲವಾರು ಪುರಾಣಗಳ ಗೊಂಬೆಗಳು ಇವರ ಸಂಗ್ರಹದಲ್ಲಿದ್ದು ೧೩೦ ವರ್ಷ ಹಳೆಯ ಎರಡುವರೆ ಅಡಿ ಎತ್ತರದ ಜೋಡಿ ಮರದ ಕಲಾ ಗೊಂಬೆ, ೬೦ ವರ್ಷದ ಹಳೆಯ ಪಟ್ಟದ ಗೊಂಬೆಗಳು ವಿಶೇಷ ಆಕರ್ಷಣೆಯಾಗಿವೆ.: [531, 1298, 682, 1373]
- program-segment: ಕುಟುಂಬ: [161, 1157, 194, 1170]
- event-story-text: [372, 243, 682, 561]
- program-segment: [127, 1035, 228, 1037]
- radio-paragraph: ಬೆಳಿಗ್ಗೆ ೬-೧೦ ಪದ್ಮಾವತಿಯವರಿಂದ ಚಿಂತನ, ೬-೧೫ ಶುಭೋದಯ ಕರ್ನಾಟಕ, ೬-೪೫ ಹೆಲ್ತ್ ಸೂತ್ರ, ೭-೧೫ ಸಮಗ್ರ ವಿಕಾಸಕ್ಕಾಗಿ ದಿಟ್ಟಹೆಜ್ಜೆ, ೭-೪೫ ಚಿತ್ರಗೀತೆ, ೮-೩೦ ಕರ್ನಾಟಕ ಶಾಸ್ತ್ರೀಯ ಸಂಗೀತ, ೯-೧೫ ಚಿತ್ರಗೀತೆ, ೯-೩೦ ಆಕಾಶವಾಣಿ ಸಂಗೀತ, ೧೧-೦೦ ಯುವವಾಣಿ ಭಾರತ್, ೧೧-೩೦ ಮ್ಯೂಸಿಕ್ ಬಾಕ್ಸ್ ನಂ. ೧೧೦.: [802, 106, 933, 206]
- program-segment: ಅಂಗಾರಕ: [161, 1076, 194, 1089]
- today-programs-banner: ಇಂದಿನ ಕಾರ್ಯಕ್ರಮ: [6, 358, 232, 398]
- honey-line: ಕಾಂಗ್ರೆಸ್ ಪಕ್ಷದಲ್ಲಿಯೂ ಬರುತ್ತಿಹುದಲ್ಲ: [21, 269, 143, 281]
- honey-lines: [13, 249, 225, 321]
- program-segment: ಇಂದು ಮ. ೧ ಘಂಟೆಗೆ: [143, 1140, 212, 1151]
- radio-title: ಆಕಾಶವಾಣಿ: [840, 67, 896, 85]
- program-segment: ಕಾಂಚನ–೩: [157, 854, 198, 867]
- program-segment: ಲಡ್ಡು: [168, 1301, 187, 1314]
- photo-column-segment: ಚಿಂತಾಮಣಿ ನಗರದ ನಾರಸಿಂಹವೇಟೆಯ ಅಧಿದೇವತೆ ಗಂಗಾಭವಾನಿ ಅಮ್ಮನವರಿಗೆ ವಿಶೇಷವಾಗಿ ವಿಶೇಷ ಅಲಂಕಾರ ಮಾಡಲಾಗಿತ್ತು.: [242, 951, 362, 1000]
